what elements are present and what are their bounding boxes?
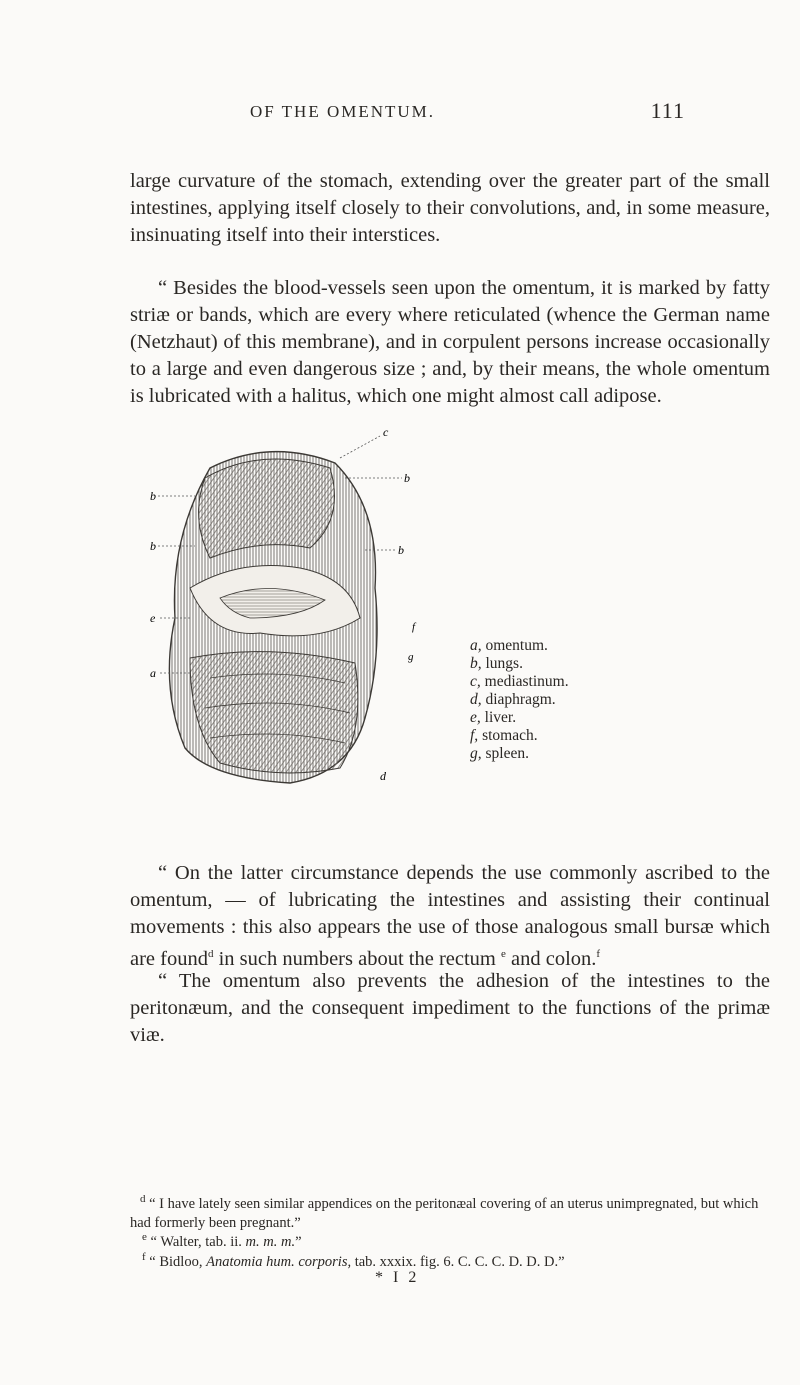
- anatomical-figure: [150, 428, 430, 793]
- label-c: c: [383, 428, 389, 439]
- legend-item: c, mediastinum.: [470, 673, 569, 690]
- page-header: [150, 96, 685, 132]
- label-b-left-2: b: [150, 539, 156, 553]
- label-f: f: [412, 621, 416, 633]
- legend-item: a, omentum.: [470, 637, 548, 654]
- paragraph-2: “ Besides the blood-vessels seen upon the omentum, it is marked by fatty striæ or bands, which are every where reticulated (whence the German name (Netzhaut) of this membrane), and in corpulent persons increase occasionally to a large and even dangerous size ; and, by their means, the whole omentum is lubricated with a halitus, which one might almost call adipose.: [130, 277, 770, 407]
- footnote-ref-e: e: [501, 948, 506, 960]
- legend-item: b, lungs.: [470, 655, 523, 672]
- footnote-e: $^e$ “ Walter, tab. ii. m. m. m.”: [142, 1231, 302, 1250]
- paragraph-3: “ On the latter circumstance depends the use commonly ascribed to the omentum, — of lubricating the intestines and assisting their continual movements : this also appears the use of those analogous small bursæ which are found$^d$ in such numbers about the rectum $^e$ and colon.$^f$: [130, 862, 770, 970]
- legend-item: d, diaphragm.: [470, 691, 556, 708]
- paragraph-1: large curvature of the stomach, extending over the greater part of the small intestines, applying itself closely to their convolutions, and, in some measure, insinuating itself into their interstices.: [130, 170, 770, 246]
- legend-item: f, stomach.: [470, 727, 538, 744]
- legend-item: g, spleen.: [470, 745, 529, 762]
- footnote-d: $^d$ “ I have lately seen similar appendices on the peritonæal covering of an uterus unimpregnated, but which had formerly been pregnant.”: [130, 1193, 759, 1231]
- label-g: g: [408, 651, 414, 663]
- running-head: OF THE OMENTUM.: [250, 102, 436, 121]
- footnote-f: $^f$ “ Bidloo, Anatomia hum. corporis, tab. xxxix. fig. 6. C. C. C. D. D. D.”: [142, 1251, 565, 1270]
- figure-legend: [470, 637, 569, 763]
- label-a: a: [150, 666, 156, 680]
- footnote-ref-f: f: [596, 948, 601, 960]
- label-b-right: b: [398, 543, 404, 557]
- signature-mark: * I 2: [375, 1269, 420, 1286]
- legend-item: e, liver.: [470, 709, 517, 726]
- label-b-top-right: b: [404, 471, 410, 485]
- footnote-ref-d: d: [207, 948, 214, 960]
- lungs-shape: [199, 459, 335, 558]
- label-e: e: [150, 611, 156, 625]
- page-number: 111: [650, 98, 685, 123]
- paragraph-4: “ The omentum also prevents the adhesion of the intestines to the peritonæum, and the consequent impediment to the functions of the primæ viæ.: [130, 970, 770, 1046]
- omentum-drape: [190, 652, 358, 773]
- label-d: d: [380, 769, 386, 783]
- label-b-left: b: [150, 489, 156, 503]
